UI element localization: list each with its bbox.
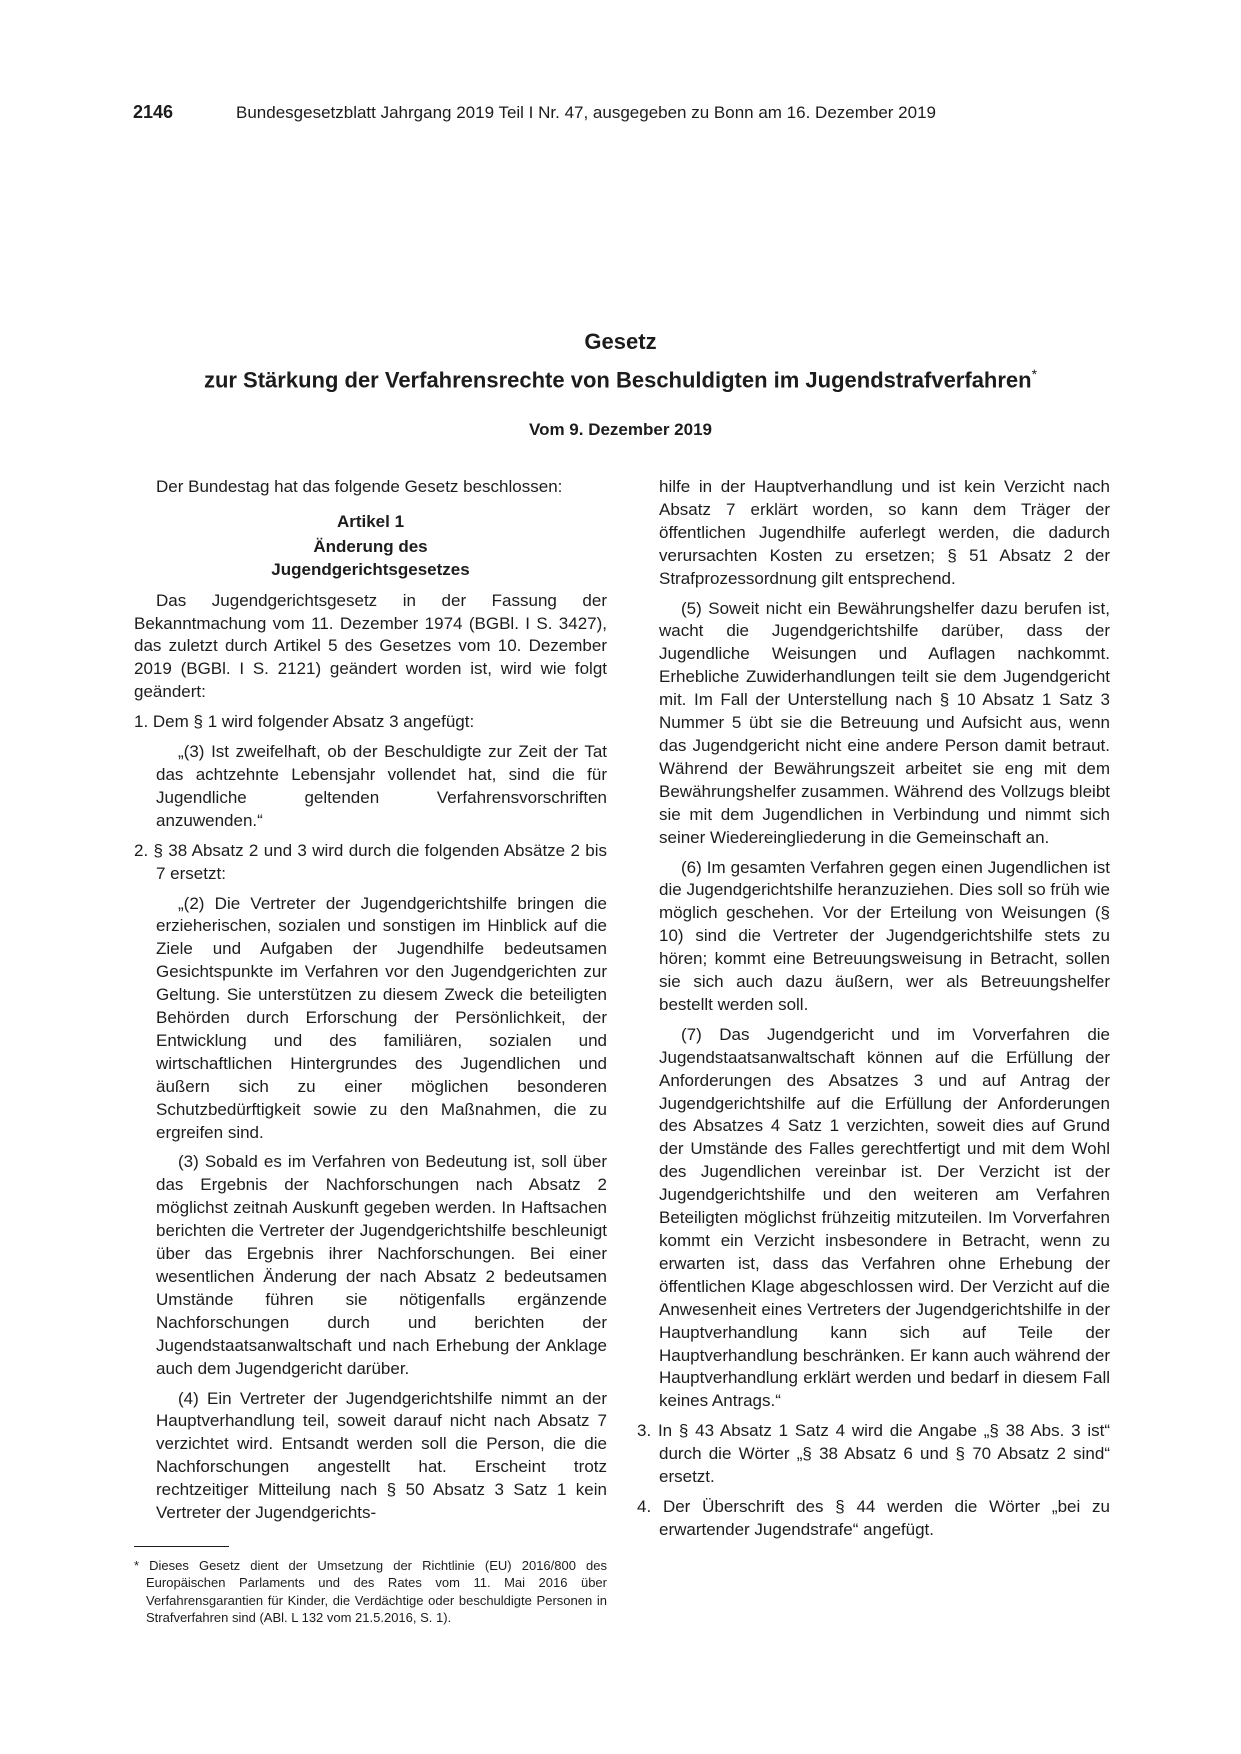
article-heading: Artikel 1 [336, 511, 405, 531]
amendment-item-2: 2. § 38 Absatz 2 und 3 wird durch die folgenden Absätze 2 bis 7 ersetzt: [134, 840, 607, 883]
paragraph-4-end: hilfe in der Hauptverhandlung und ist kein Verzicht nach Absatz 7 erklärt worden, so kann dem Träger der öffentlichen Jugendhilfe auferlegt werden, die dadurch verursachten Kosten zu ersetzen; § 51 Absatz 2 der Strafprozessordnung gilt entsprechend. [659, 477, 1110, 588]
amendment-item-3: 3. In § 43 Absatz 1 Satz 4 wird die Angabe „§ 38 Abs. 3 ist“ durch die Wörter „§ 38 Absatz 6 und § 70 Absatz 2 sind“ ersetzt. [637, 1421, 1110, 1487]
title-block [100, 326, 1141, 442]
paragraph-7: (7) Das Jugendgericht und im Vorverfahren die Jugendstaatsanwaltschaft können auf die Erfüllung der Anforderungen des Absatzes 3 und auf Antrag der Jugendgerichtshilfe auf die Erfüllung der Anforderungen des Absatzes 4 Satz 1 verzichten, soweit dies auf Grund der Umstände des Falles gerechtfertigt und mit dem Wohl des Jugendlichen vereinbar ist. Der Verzicht ist der Jugendgerichtshilfe und den weiteren am Verfahren Beteiligten möglichst frühzeitig mitzuteilen. Im Vorverfahren kommt ein Verzicht insbesondere in Betracht, wenn zu erwarten ist, dass das Verfahren ohne Erhebung der öffentlichen Klage abgeschlossen wird. Der Verzicht auf die Anwesenheit eines Vertreters der Jugendgerichtshilfe in der Hauptverhandlung kann sich auf Teile der Hauptverhandlung beschränken. Er kann auch während der Hauptverhandlung erklärt werden und bedarf in diesem Fall keines Antrags.“ [659, 1024, 1110, 1411]
amendment-item-4: 4. Der Überschrift des § 44 werden die Wörter „bei zu erwartender Jugendstrafe“ angefügt. [637, 1496, 1110, 1539]
running-header [133, 100, 1121, 125]
paragraph-2: „(2) Die Vertreter der Jugendgerichtshilfe bringen die erzieherischen, sozialen und sonstigen im Hinblick auf die Ziele und Aufgaben der Jugendhilfe bedeutsamen Gesichtspunkte im Verfahren vor den Jugendgerichten zur Geltung. Sie unterstützen zu diesem Zweck die beteiligten Behörden durch Erforschung der Persönlichkeit, der Entwicklung und des familiären, sozialen und wirtschaftlichen Hintergrundes des Jugendlichen und äußern sich zu einer möglichen besonderen Schutzbedürftigkeit sowie zu den Maßnahmen, die zu ergreifen sind. [156, 893, 607, 1142]
running-title: Bundesgesetzblatt Jahrgang 2019 Teil I Nr. 47, ausgegeben zu Bonn am 16. Dezember 2019 [236, 103, 936, 122]
amendment-item-1: 1. Dem § 1 wird folgender Absatz 3 angefügt: [134, 712, 475, 732]
preamble: Der Bundestag hat das folgende Gesetz beschlossen: [156, 477, 563, 496]
paragraph-3: (3) Sobald es im Verfahren von Bedeutung ist, soll über das Ergebnis der Nachforschungen nach Absatz 2 möglichst zeitnah Auskunft gegeben werden. In Haftsachen berichten die Vertreter der Jugendgerichtshilfe beschleunigt über das Ergebnis ihrer Nachforschungen. Bei einer wesentlichen Änderung der nach Absatz 2 bedeutsamen Umstände führen sie nötigenfalls ergänzende Nachforschungen durch und berichten der Jugendstaatsanwaltschaft und nach Erhebung der Anklage auch dem Jugendgericht darüber. [156, 1152, 607, 1378]
right-column [637, 476, 1110, 1549]
footnote: * Dieses Gesetz dient der Umsetzung der Richtlinie (EU) 2016/800 des Europäischen Parlaments und des Rates vom 11. Mai 2016 über Verfahrensgarantien für Kinder, die Verdächtige oder beschuldigte Personen in Strafverfahren sind (ABl. L 132 vom 21.5.2016, S. 1). [134, 1558, 607, 1625]
page-number: 2146 [133, 102, 174, 122]
intro-paragraph: Das Jugendgerichtsgesetz in der Fassung der Bekanntmachung vom 11. Dezember 1974 (BGBl. I S. 3427), das zuletzt durch Artikel 5 des Gesetzes vom 10. Dezember 2019 (BGBl. I S. 2121) geändert worden ist, wird wie folgt geändert: [134, 590, 607, 702]
footnote-divider [134, 1546, 229, 1547]
paragraph-4-start: (4) Ein Vertreter der Jugendgerichtshilfe nimmt an der Hauptverhandlung teil, soweit darauf nicht nach Absatz 7 verzichtet wird. Entsandt werden soll die Person, die die Nachforschungen angestellt hat. Erscheint trotz rechtzeitiger Mitteilung nach § 50 Absatz 3 Satz 1 kein Vertreter der Jugendgerichts- [156, 1388, 607, 1523]
paragraph-6: (6) Im gesamten Verfahren gegen einen Jugendlichen ist die Jugendgerichtshilfe heranzuziehen. Dies soll so früh wie möglich geschehen. Vor der Erteilung von Weisungen (§ 10) sind die Vertreter der Jugendgerichtshilfe stets zu hören; kommt eine Betreuungsweisung in Betracht, sollen sie sich auch dazu äußern, wer als Betreuungshelfer bestellt werden soll. [659, 857, 1110, 1014]
law-subtitle [100, 358, 1141, 396]
article-title: Änderung des Jugendgerichtsgesetzes [271, 536, 470, 579]
paragraph-5: (5) Soweit nicht ein Bewährungshelfer dazu berufen ist, wacht die Jugendgerichtshilfe darüber, dass der Jugendliche Weisungen und Auflagen nachkommt. Erhebliche Zuwiderhandlungen teilt sie dem Jugendgericht mit. Im Fall der Unterstellung nach § 10 Absatz 1 Satz 3 Nummer 5 übt sie die Betreuung und Aufsicht aus, wenn das Jugendgericht nicht eine andere Person damit betraut. Während der Bewährungszeit arbeitet sie eng mit dem Bewährungshelfer zusammen. Während des Vollzugs bleibt sie mit dem Jugendlichen in Verbindung und nimmt sich seiner Wiedereingliederung in die Gemeinschaft an. [659, 598, 1110, 847]
law-date: Vom 9. Dezember 2019 [529, 420, 712, 440]
law-subtitle-text: zur Stärkung der Verfahrensrechte von Beschuldigten im Jugendstrafverfahren [203, 367, 1032, 393]
footnote-marker: * [1031, 366, 1038, 382]
item1-quote: „(3) Ist zweifelhaft, ob der Beschuldigte zur Zeit der Tat das achtzehnte Lebensjahr vollendet hat, sind die für Jugendliche geltenden Verfahrensvorschriften anzuwenden.“ [156, 742, 607, 830]
law-title: Gesetz [584, 329, 657, 354]
left-column [134, 476, 607, 1532]
